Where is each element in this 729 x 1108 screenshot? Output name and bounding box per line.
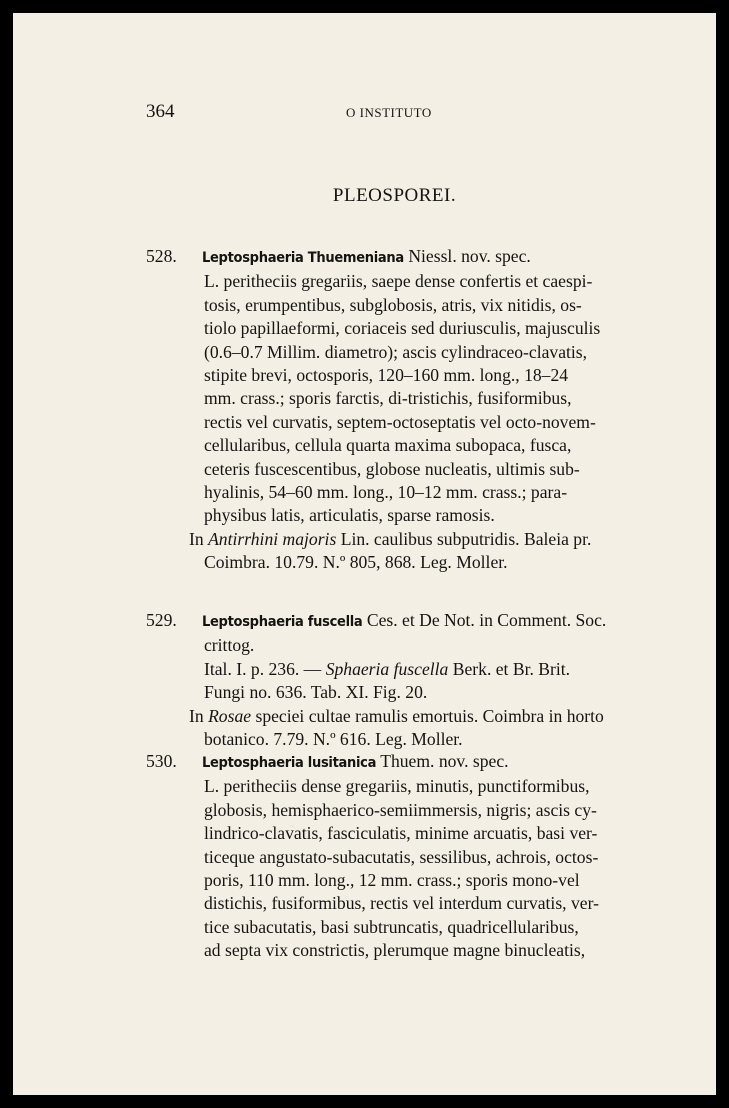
synonym-name: Sphaeria fuscella bbox=[325, 658, 449, 679]
habitat-line: botanico. 7.79. N.º 616. Leg. Moller. bbox=[204, 729, 463, 750]
habitat bbox=[146, 705, 626, 728]
description-line: L. peritheciis dense gregariis, minutis, punctiformibus, bbox=[204, 776, 590, 797]
description-line: L. peritheciis gregariis, saepe dense confertis et caespi- bbox=[204, 271, 593, 292]
description-line: stipite brevi, octosporis, 120–160 mm. long., 18–24 bbox=[204, 365, 569, 386]
habitat bbox=[146, 528, 626, 551]
description-line: hyalinis, 54–60 mm. long., 10–12 mm. crass.; para- bbox=[204, 482, 568, 503]
authority: Thuem. nov. spec. bbox=[380, 751, 509, 771]
species-name: Leptosphaeria lusitanica bbox=[202, 755, 377, 771]
entry-heading bbox=[146, 245, 626, 270]
habitat-text: speciei cultae ramulis emortuis. Coimbra in horto bbox=[255, 705, 604, 726]
page-header bbox=[146, 101, 646, 125]
authority: Niessl. nov. spec. bbox=[408, 246, 531, 266]
species-name: Leptosphaeria fuscella bbox=[202, 614, 363, 630]
running-head: O INSTITUTO bbox=[346, 105, 432, 120]
citation-line bbox=[146, 658, 626, 681]
entry-number: 529. bbox=[146, 610, 177, 630]
description-line: tice subacutatis, basi subtruncatis, quadricellularibus, bbox=[204, 916, 579, 937]
description-line: tosis, erumpentibus, subglobosis, atris, vix nitidis, os- bbox=[204, 294, 582, 315]
description-line: ceteris fuscescentibus, globose nucleatis, ultimis sub- bbox=[204, 458, 580, 479]
description-line: lindrico-clavatis, fasciculatis, minime arcuatis, basi ver- bbox=[204, 823, 598, 844]
citation-text: Berk. et Br. Brit. bbox=[452, 658, 571, 679]
description-line: physibus latis, articulatis, sparse ramosis. bbox=[204, 505, 495, 526]
page-number: 364 bbox=[146, 101, 175, 122]
description-line: tiolo papillaeformi, coriaceis sed duriusculis, majusculis bbox=[204, 318, 601, 339]
habitat-line: Coimbra. 10.79. N.º 805, 868. Leg. Moller. bbox=[204, 552, 508, 573]
description bbox=[146, 270, 626, 527]
habitat-prefix: In bbox=[189, 528, 204, 549]
host-name: Rosae bbox=[208, 705, 252, 726]
description bbox=[146, 775, 626, 962]
description-line: globosis, hemisphaerico-semiimmersis, nigris; ascis cy- bbox=[204, 799, 597, 820]
description-line: ad septa vix constrictis, plerumque magne binucleatis, bbox=[204, 940, 586, 961]
description-line: (0.6–0.7 Millim. diametro); ascis cylindraceo-clavatis, bbox=[204, 341, 588, 362]
habitat-prefix: In bbox=[189, 705, 204, 726]
entry-529 bbox=[146, 609, 626, 751]
entry-heading bbox=[146, 609, 626, 658]
entry-number: 530. bbox=[146, 751, 177, 771]
description-line: ticeque angustato-subacutatis, sessilibus, achrois, octos- bbox=[204, 846, 599, 867]
entry-heading bbox=[146, 750, 626, 775]
entry-number: 528. bbox=[146, 246, 177, 266]
entry-530 bbox=[146, 750, 626, 963]
book-page bbox=[13, 13, 716, 1095]
host-name: Antirrhini majoris bbox=[208, 528, 337, 549]
citation-text: Ital. I. p. 236. — bbox=[204, 658, 322, 679]
section-title: PLEOSPOREI. bbox=[332, 185, 457, 206]
description-line: distichis, fusiformibus, rectis vel interdum curvatis, ver- bbox=[204, 893, 599, 914]
habitat-text: Lin. caulibus subputridis. Baleia pr. bbox=[340, 528, 592, 549]
description-line: cellularibus, cellula quarta maxima subopaca, fusca, bbox=[204, 435, 572, 456]
description-line: poris, 110 mm. long., 12 mm. crass.; sporis mono-vel bbox=[204, 870, 580, 891]
description-line: rectis vel curvatis, septem-octoseptatis vel octo-novem- bbox=[204, 411, 596, 432]
description-line: mm. crass.; sporis farctis, di-tristichis, fusiformibus, bbox=[204, 388, 572, 409]
entry-528 bbox=[146, 245, 626, 575]
species-name: Leptosphaeria Thuemeniana bbox=[202, 250, 404, 266]
authority: Ces. et De Not. in Comment. Soc. crittog. bbox=[204, 610, 607, 656]
citation-line: Fungi no. 636. Tab. XI. Fig. 20. bbox=[204, 682, 428, 703]
